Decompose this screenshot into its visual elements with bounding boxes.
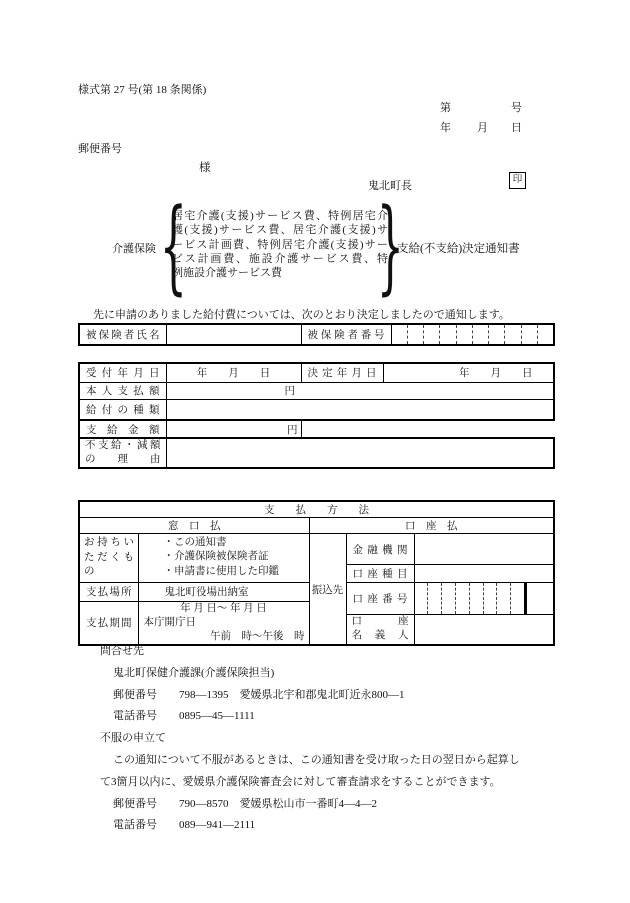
appeal-postal: 郵便番号 790—8570 愛媛県松山市一番町4—4—2	[113, 797, 377, 810]
appeal-phone: 電話番号 089—941—2111	[113, 819, 256, 832]
denial-reason-cell	[166, 438, 554, 468]
table-row	[79, 324, 554, 345]
notice-sentence: 先に申請のありました給付費については、次のとおり決定しましたので通知します。	[93, 309, 510, 321]
denial-reason-label	[79, 438, 166, 468]
contact-phone: 電話番号 0895—45—1111	[113, 710, 255, 723]
appeal-heading: 不服の申立て	[100, 732, 166, 745]
left-brace-icon: {	[159, 187, 187, 306]
benefit-type-label: 給付の種類	[79, 399, 166, 420]
appeal-text-line1: この通知について不服があるときは、この通知書を受け取った日の翌日から起算し	[113, 753, 520, 766]
payment-place-label: 支払場所	[79, 582, 138, 601]
subject-line: ビス計画費、施設介護サービス費、特	[172, 252, 388, 265]
payment-period-cell	[138, 601, 309, 645]
subject-line: 居宅介護(支援)サービス費、特例居宅介	[172, 210, 388, 222]
self-payment-cell: 円	[166, 382, 554, 399]
window-payment-header: 窓 口 払	[79, 518, 309, 534]
transfer-destination-label: 振込先	[309, 534, 346, 646]
bring-item: ・この通知書	[163, 536, 227, 548]
appeal-text-line2: て3箇月以内に、愛媛県介護保険審査会に対して審査請求をすることができます。	[100, 775, 501, 788]
subject-benefit-list	[172, 209, 388, 280]
benefit-type-cell	[166, 399, 554, 420]
seal-placeholder-icon: 印	[509, 172, 526, 189]
account-type-cell	[414, 565, 554, 582]
mayor-title: 鬼北町長	[368, 180, 412, 192]
insured-name-cell	[166, 324, 301, 345]
period-dates: 年 月 日～ 年 月 日	[180, 602, 267, 614]
insured-number-label: 被保険者番号	[301, 324, 391, 345]
date-day-label: 日	[511, 122, 522, 134]
date-month-label: 月	[477, 122, 488, 134]
contact-department: 鬼北町保健介護課(介護保険担当)	[113, 666, 275, 679]
items-to-bring-label: お持ちいただくもの	[79, 534, 138, 583]
subject-line: 例施設介護サービス費	[172, 267, 282, 280]
bank-label: 金融機関	[346, 534, 414, 565]
doc-number-suffix: 号	[511, 102, 522, 114]
footer-notes	[78, 641, 568, 837]
self-payment-label: 本人支払額	[79, 382, 166, 399]
doc-number-prefix: 第	[440, 102, 451, 114]
addressee-suffix: 様	[199, 162, 211, 174]
table-row	[79, 438, 554, 468]
table-row	[79, 501, 554, 518]
form-number: 様式第 27 号(第 18 条関係)	[78, 84, 207, 96]
bring-item: ・申請書に使用した印鑑	[163, 566, 279, 578]
receipt-date-cell: 年 月 日	[166, 363, 301, 382]
digit-boxes	[392, 325, 554, 344]
bring-item: ・介護保険被保険者証	[163, 551, 269, 563]
table-row	[79, 382, 554, 399]
subject-line: 護(支援)サービス費、居宅介護(支援)サ	[172, 224, 388, 237]
items-to-bring-cell	[138, 534, 309, 583]
table-row	[79, 363, 554, 382]
account-number-label: 口座番号	[346, 582, 414, 614]
decision-table	[78, 362, 555, 469]
period-office-days: 本庁開庁日	[143, 616, 196, 628]
contact-postal: 郵便番号 798—1395 愛媛県北宇和郡鬼北町近永800—1	[113, 688, 405, 701]
right-brace-icon: }	[376, 187, 404, 306]
payment-method-table	[78, 500, 555, 646]
document-title: 支給(不支給)決定通知書	[397, 243, 520, 255]
payment-method-title: 支 払 方 法	[79, 501, 554, 518]
decision-date-label: 決定年月日	[301, 363, 383, 382]
denial-reason-label-line2: の理由	[85, 454, 161, 465]
payment-place-cell: 鬼北町役場出納室	[138, 582, 309, 601]
insured-number-cell	[391, 324, 554, 345]
account-holder-label-line1: 口座	[351, 616, 409, 628]
account-type-label: 口座種目	[346, 565, 414, 582]
account-payment-header: 口 座 払	[309, 518, 554, 534]
digit-boxes	[415, 583, 554, 614]
subject-line: ービス計画費、特例居宅介護(支援)サー	[172, 238, 388, 251]
insured-name-label: 被保険者氏名	[79, 324, 166, 345]
subject-prefix: 介護保険	[112, 243, 156, 255]
insured-table	[78, 323, 555, 346]
decision-date-cell: 年 月 日	[383, 363, 554, 382]
table-row	[79, 420, 554, 438]
period-hours: 午前 時～午後 時	[210, 630, 305, 642]
postal-code-label: 郵便番号	[78, 143, 122, 155]
date-year-label: 年	[440, 122, 451, 134]
account-number-cell	[414, 582, 554, 614]
table-row	[79, 399, 554, 420]
table-row	[79, 534, 554, 565]
amount-label: 支給金額	[79, 420, 166, 438]
bank-cell	[414, 534, 554, 565]
denial-reason-label-line1: 不支給・減額	[85, 440, 161, 451]
table-row	[79, 518, 554, 534]
receipt-date-label: 受付年月日	[79, 363, 166, 382]
contact-heading: 問合せ先	[100, 645, 144, 657]
payment-period-label: 支払期間	[79, 601, 138, 645]
account-holder-label-line2: 名義人	[351, 630, 409, 642]
amount-cell: 円	[166, 420, 301, 438]
amount-extra-cell	[301, 420, 554, 438]
